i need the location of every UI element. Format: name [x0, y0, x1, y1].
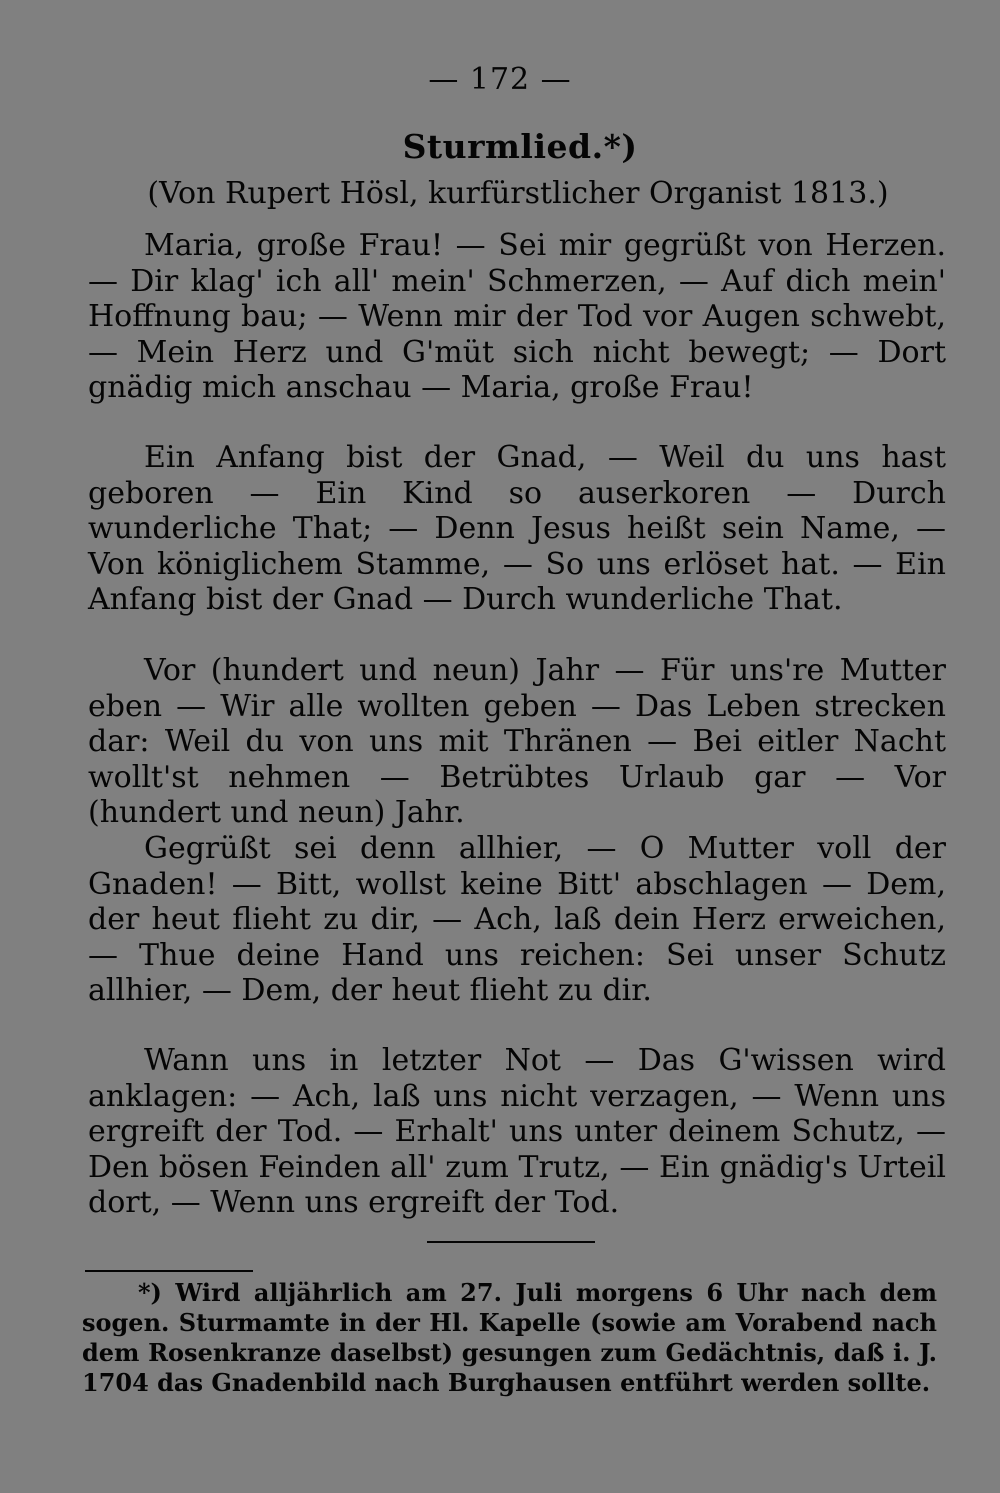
song-attribution: (Von Rupert Hösl, kurfürstlicher Organist 1813.)	[147, 176, 889, 211]
footnote: *) Wird alljährlich am 27. Juli morgens 6 Uhr nach dem sogen. Sturmamte in der Hl. Kapelle (sowie am Vorabend nach dem Rosenkranze daselbst) gesungen zum Gedächtnis, daß i. J. 1704 das Gnadenbild nach Burghausen entführt werden sollte.	[82, 1278, 937, 1397]
stanza: Gegrüßt sei denn allhier, — O Mutter voll der Gnaden! — Bitt, wollst keine Bitt' abschlagen — Dem, der heut flieht zu dir, — Ach, laß dein Herz erweichen, — Thue deine Hand uns reichen: Sei unser Schutz allhier, — Dem, der heut flieht zu dir.	[88, 831, 946, 1008]
stanza: Maria, große Frau! — Sei mir gegrüßt von Herzen. — Dir klag' ich all' mein' Schmerzen, — Auf dich mein' Hoffnung bau; — Wenn mir der Tod vor Augen schwebt, — Mein Herz und G'müt sich nicht bewegt; — Dort gnädig mich anschau — Maria, große Frau!	[88, 228, 946, 405]
section-end-divider	[427, 1241, 595, 1243]
stanza: Ein Anfang bist der Gnad, — Weil du uns hast geboren — Ein Kind so auserkoren — Durch wunderliche That; — Denn Jesus heißt sein Name, — Von königlichem Stamme, — So uns erlöset hat. — Ein Anfang bist der Gnad — Durch wunderliche That.	[88, 440, 946, 617]
song-title: Sturmlied.*)	[402, 127, 638, 166]
stanza: Wann uns in letzter Not — Das G'wissen wird anklagen: — Ach, laß uns nicht verzagen, — Wenn uns ergreift der Tod. — Erhalt' uns unter deinem Schutz, — Den bösen Feinden all' zum Trutz, — Ein gnädig's Urteil dort, — Wenn uns ergreift der Tod.	[88, 1043, 946, 1220]
footnote-divider	[85, 1270, 253, 1272]
stanza: Vor (hundert und neun) Jahr — Für uns're Mutter eben — Wir alle wollten geben — Das Leben strecken dar: Weil du von uns mit Thränen — Bei eitler Nacht wollt'st nehmen — Betrübtes Urlaub gar — Vor (hundert und neun) Jahr.	[88, 653, 946, 830]
page-number: — 172 —	[428, 62, 572, 97]
